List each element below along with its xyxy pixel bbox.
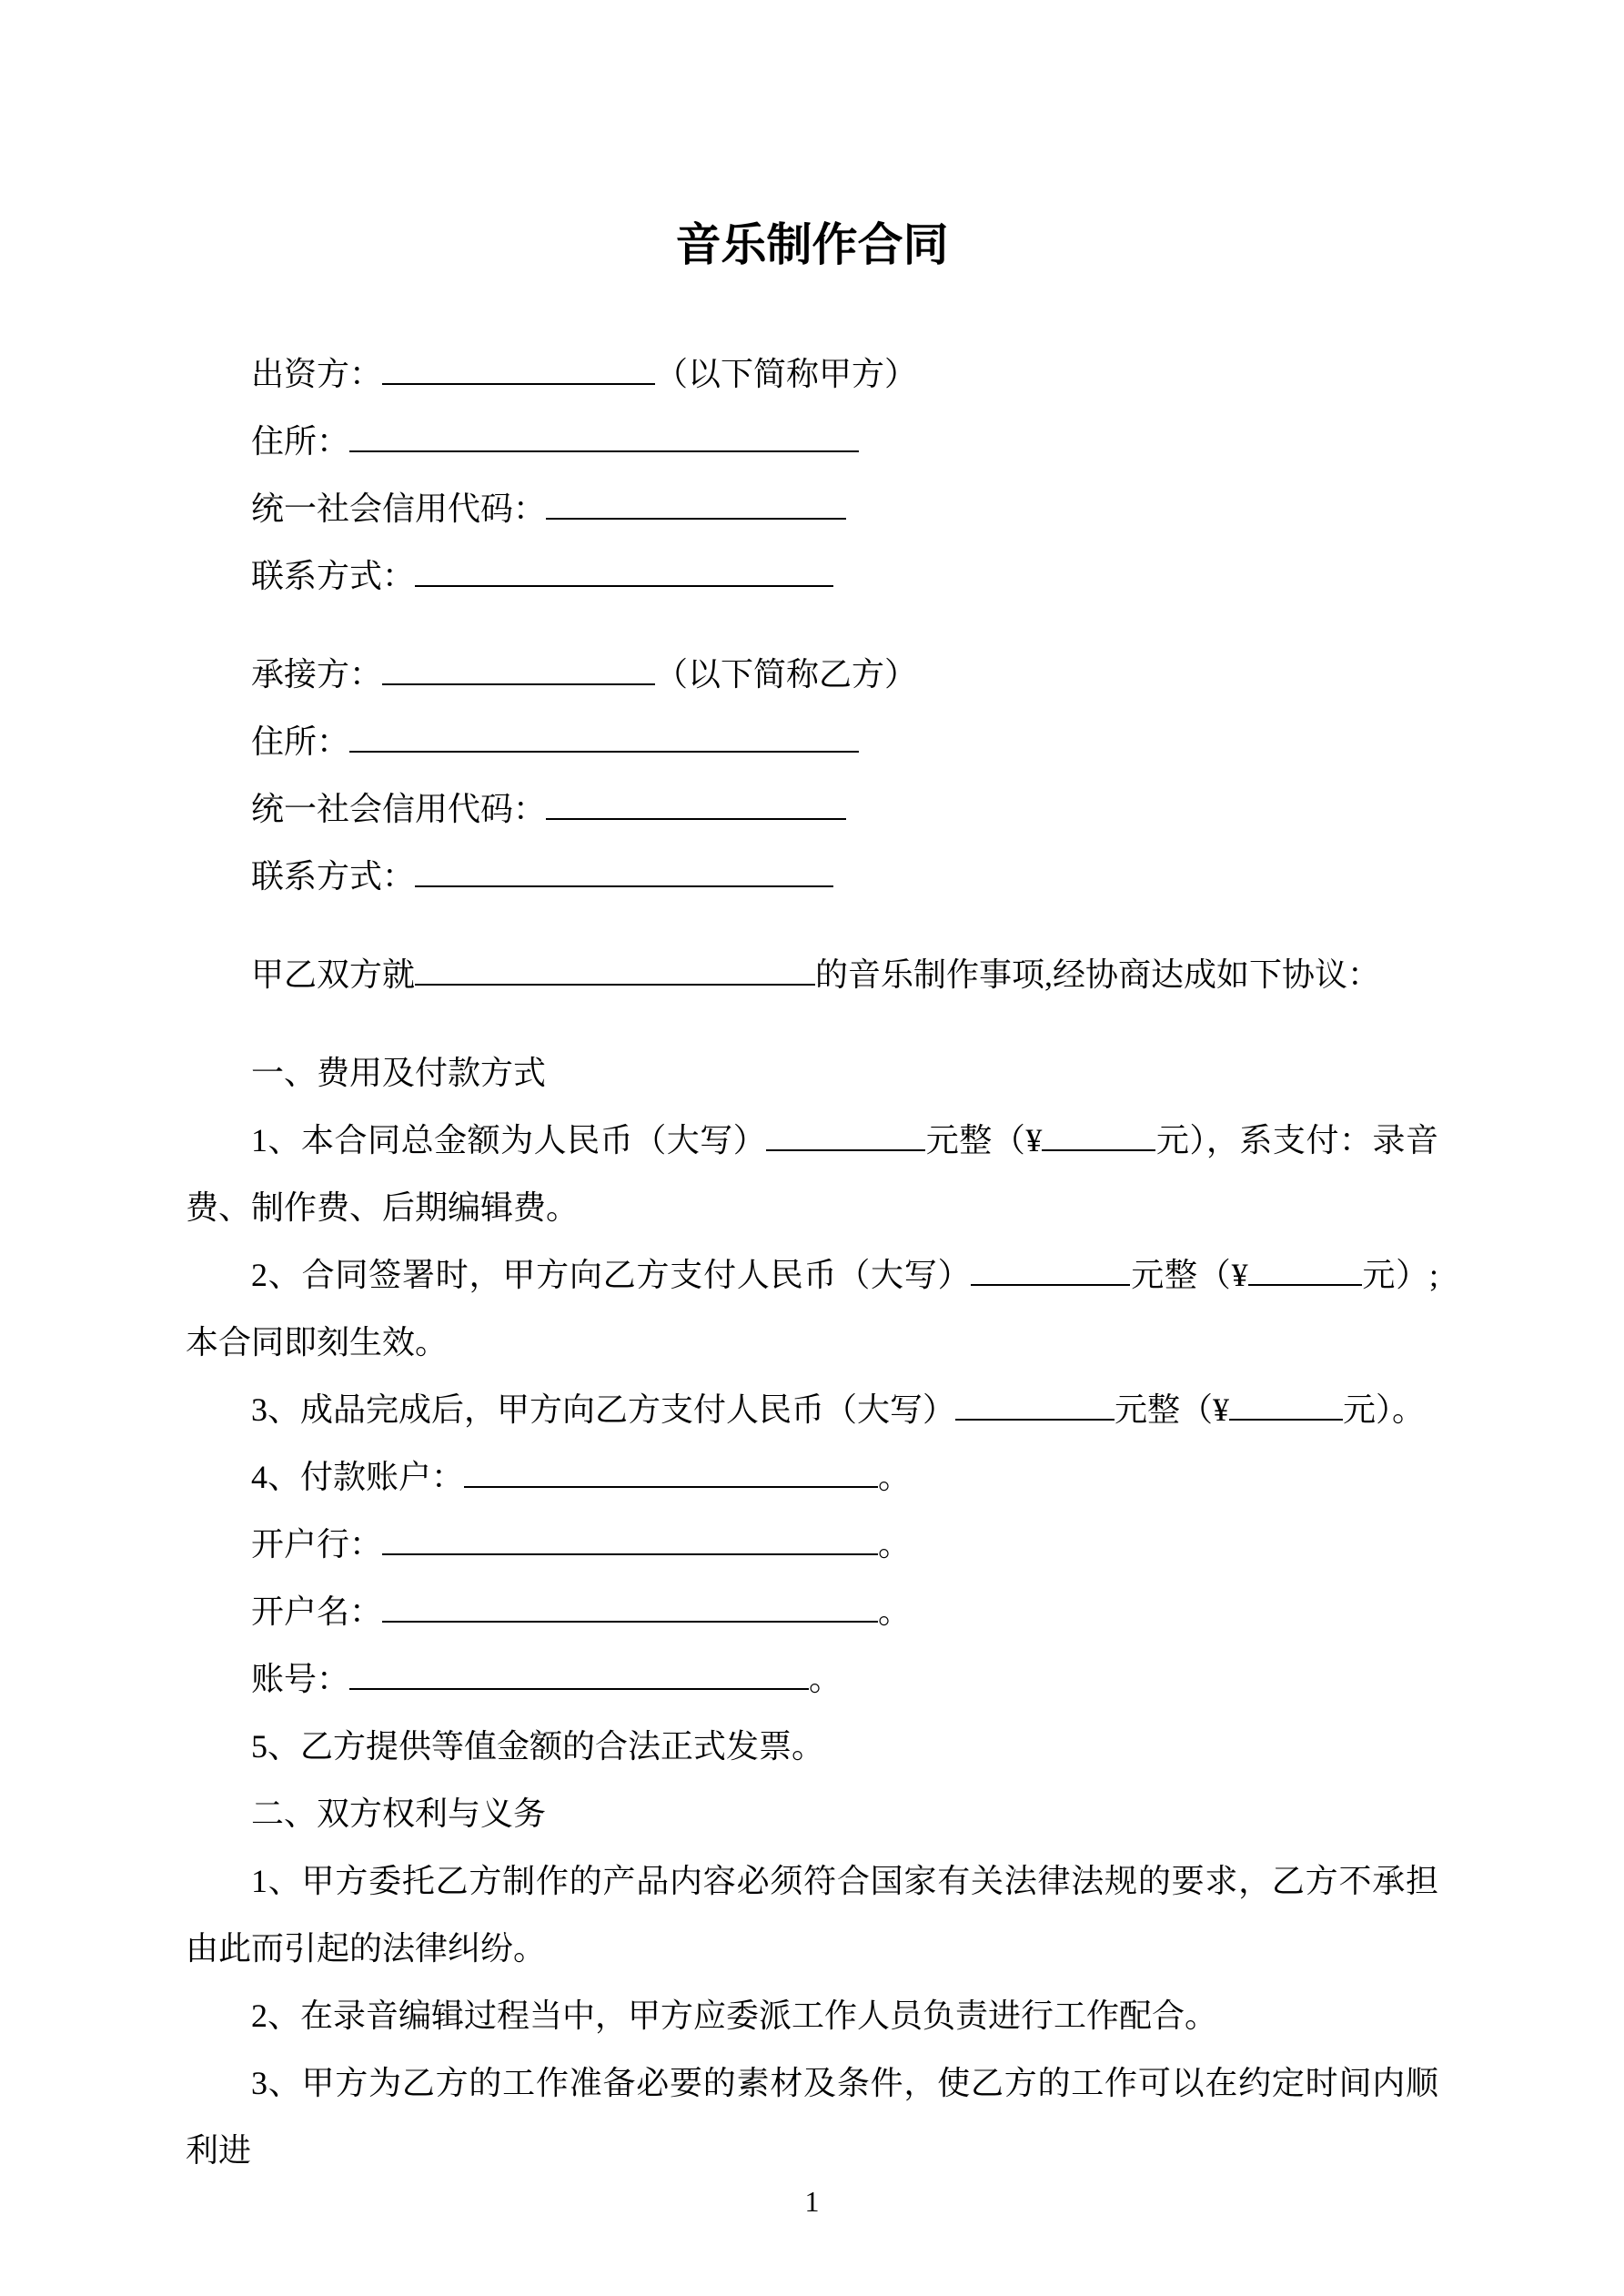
invoice-item: 5、乙方提供等值金额的合法正式发票。 (251, 1728, 825, 1765)
party-b-credit-code-line (186, 775, 1438, 843)
payment-account-line (186, 1443, 1438, 1511)
payment-account-field[interactable] (464, 1455, 878, 1488)
party-a-address-line (186, 408, 1438, 475)
page-number: 1 (804, 2185, 820, 2218)
party-a-name-field[interactable] (382, 352, 655, 385)
section1-heading: 一、费用及付款方式 (251, 1055, 547, 1091)
party-b-credit-code-label: 统一社会信用代码： (251, 791, 547, 827)
signing-payment-figures-field[interactable] (1248, 1253, 1362, 1286)
total-amount-figures-field[interactable] (1042, 1118, 1155, 1151)
content-compliance-item: 1、甲方委托乙方制作的产品内容必须符合国家有关法律法规的要求，乙方不承担由此而引起的法律纠纷。 (186, 1863, 1438, 1967)
completion-payment-item (186, 1376, 1438, 1443)
signing-payment-text-mid: 元整（¥ (1130, 1257, 1248, 1293)
total-amount-text-mid: 元整（¥ (925, 1122, 1043, 1158)
party-a-address-field[interactable] (349, 420, 859, 452)
party-b-block (186, 641, 1438, 910)
party-a-role-line (186, 340, 1438, 408)
materials-item: 3、甲方为乙方的工作准备必要的素材及条件，使乙方的工作可以在约定时间内顺利进 (186, 2065, 1438, 2169)
account-name-label: 开户名： (251, 1593, 383, 1630)
bank-branch-period: 。 (878, 1526, 912, 1563)
completion-payment-figures-field[interactable] (1229, 1388, 1343, 1421)
party-a-block (186, 340, 1438, 610)
completion-payment-text-after: 元）。 (1343, 1391, 1426, 1428)
account-number-field[interactable] (349, 1657, 809, 1690)
party-a-credit-code-field[interactable] (546, 487, 846, 520)
spacer (186, 610, 1438, 641)
total-amount-text-after: 元），系支付：录音费、制作费、后期编辑费。 (186, 1122, 1438, 1226)
account-name-field[interactable] (382, 1590, 878, 1623)
bank-branch-line (186, 1511, 1438, 1578)
total-amount-item (186, 1107, 1438, 1241)
signing-payment-text-before: 2、合同签署时，甲方向乙方支付人民币（大写） (251, 1257, 972, 1293)
bank-branch-field[interactable] (382, 1522, 878, 1555)
payment-account-label: 4、付款账户： (251, 1459, 465, 1495)
payment-account-period: 。 (878, 1459, 912, 1495)
party-b-contact-label: 联系方式： (251, 858, 416, 895)
party-a-contact-field[interactable] (415, 554, 833, 587)
account-number-period: 。 (809, 1661, 842, 1697)
spacer (186, 910, 1438, 941)
total-amount-text-before: 1、本合同总金额为人民币（大写） (251, 1122, 767, 1158)
party-a-contact-line (186, 542, 1438, 610)
account-name-period: 。 (878, 1593, 912, 1630)
completion-payment-text-mid: 元整（¥ (1115, 1391, 1230, 1428)
completion-payment-words-field[interactable] (955, 1388, 1115, 1421)
signing-payment-words-field[interactable] (971, 1253, 1130, 1286)
account-number-label: 账号： (251, 1661, 350, 1697)
signing-payment-text-after: 元）; 本合同即刻生效。 (186, 1257, 1438, 1360)
party-b-role-line (186, 641, 1438, 708)
party-b-alias-note: （以下简称乙方） (655, 656, 918, 693)
party-b-name-field[interactable] (382, 652, 655, 685)
account-name-line (186, 1578, 1438, 1645)
party-b-contact-line (186, 843, 1438, 910)
project-name-field[interactable] (415, 953, 815, 986)
party-a-address-label: 住所： (251, 423, 350, 460)
party-a-contact-label: 联系方式： (251, 558, 416, 594)
intro-line (186, 941, 1438, 1008)
section-rights-and-obligations (186, 1780, 1438, 2184)
section-fees-and-payment (186, 1039, 1438, 1780)
party-b-address-line (186, 708, 1438, 775)
party-b-credit-code-field[interactable] (546, 787, 846, 820)
party-a-credit-code-label: 统一社会信用代码： (251, 491, 547, 527)
party-a-credit-code-line (186, 475, 1438, 542)
document-title: 音乐制作合同 (675, 219, 949, 270)
party-b-address-field[interactable] (349, 720, 859, 753)
bank-branch-label: 开户行： (251, 1526, 383, 1563)
party-b-contact-field[interactable] (415, 855, 833, 887)
completion-payment-text-before: 3、成品完成后，甲方向乙方支付人民币（大写） (251, 1391, 956, 1428)
intro-suffix: 的音乐制作事项,经协商达成如下协议： (815, 956, 1381, 993)
total-amount-words-field[interactable] (766, 1118, 925, 1151)
intro-prefix: 甲乙双方就 (251, 956, 416, 993)
party-a-alias-note: （以下简称甲方） (655, 356, 918, 392)
spacer (186, 1008, 1438, 1039)
party-a-role-label: 出资方： (251, 356, 383, 392)
party-b-role-label: 承接方： (251, 656, 383, 693)
account-number-line (186, 1645, 1438, 1713)
signing-payment-item (186, 1241, 1438, 1376)
party-b-address-label: 住所： (251, 723, 350, 760)
cooperation-item: 2、在录音编辑过程当中，甲方应委派工作人员负责进行工作配合。 (251, 1998, 1218, 2034)
section2-heading: 二、双方权利与义务 (251, 1795, 547, 1832)
